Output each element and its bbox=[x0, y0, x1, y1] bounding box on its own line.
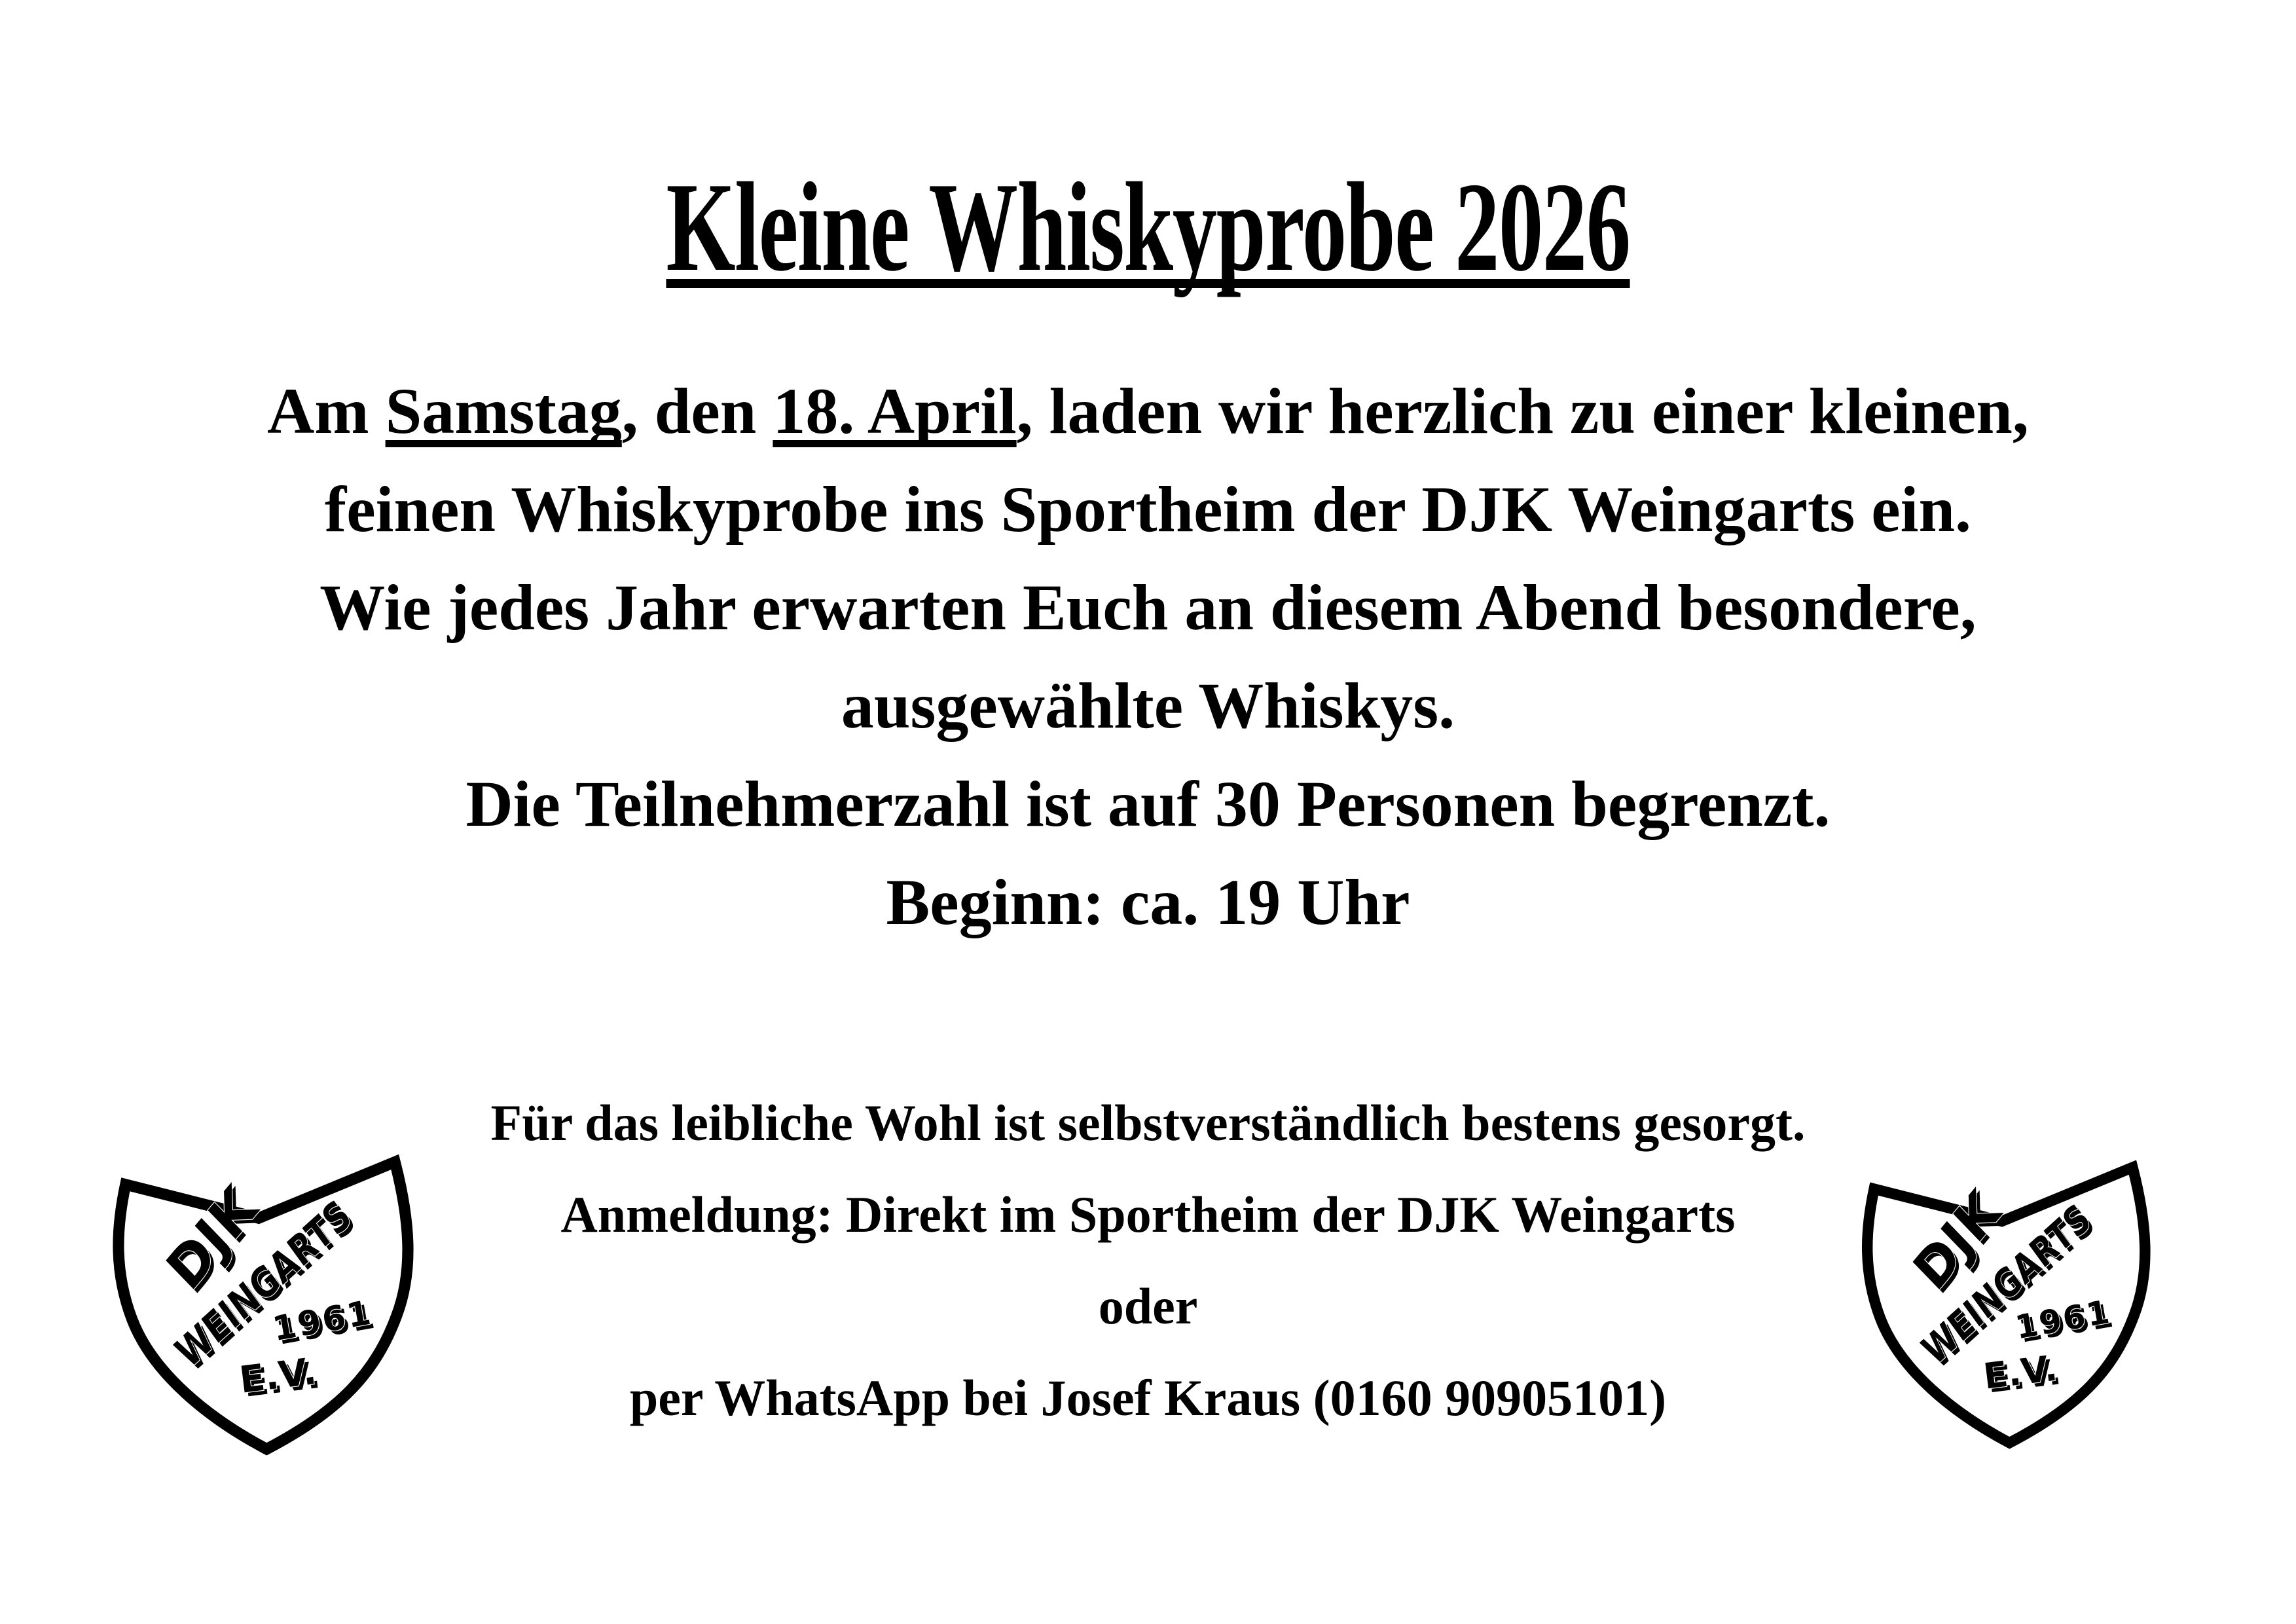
intro-pre: Am bbox=[267, 375, 386, 447]
notes-line-2: Anmeldung: Direkt im Sportheim der DJK Weingarts bbox=[560, 1186, 1736, 1243]
event-day: Samstag bbox=[385, 375, 622, 447]
body-line-1: Wie jedes Jahr erwarten Euch an diesem Abend besondere, bbox=[319, 571, 1977, 644]
notes-line-3: oder bbox=[1098, 1278, 1198, 1335]
page-title-text: Kleine Whiskyprobe 2026 bbox=[666, 157, 1630, 298]
invitation-paragraphs bbox=[0, 362, 2296, 951]
intro-line-2: feinen Whiskyprobe ins Sportheim der DJK Weingarts ein. bbox=[324, 473, 1972, 545]
intro-post: , laden wir herzlich zu einer kleinen, bbox=[1016, 375, 2029, 447]
intro-mid: , den bbox=[621, 375, 773, 447]
body-line-4: Beginn: ca. 19 Uhr bbox=[886, 866, 1410, 938]
body-line-2: ausgewählte Whiskys. bbox=[841, 669, 1455, 742]
intro-line-1 bbox=[0, 362, 2296, 460]
notes-line-4: per WhatsApp bei Josef Kraus (0160 90905101) bbox=[629, 1369, 1667, 1426]
body-line-3: Die Teilnehmerzahl ist auf 30 Personen begrenzt. bbox=[465, 767, 1831, 840]
club-crest-logo-right bbox=[1850, 1147, 2157, 1458]
event-date: 18. April bbox=[773, 375, 1017, 447]
club-crest-logo-left bbox=[98, 1146, 422, 1460]
page-title bbox=[0, 157, 2296, 337]
notes-line-1: Für das leibliche Wohl ist selbstverständlich bestens gesorgt. bbox=[490, 1094, 1806, 1151]
